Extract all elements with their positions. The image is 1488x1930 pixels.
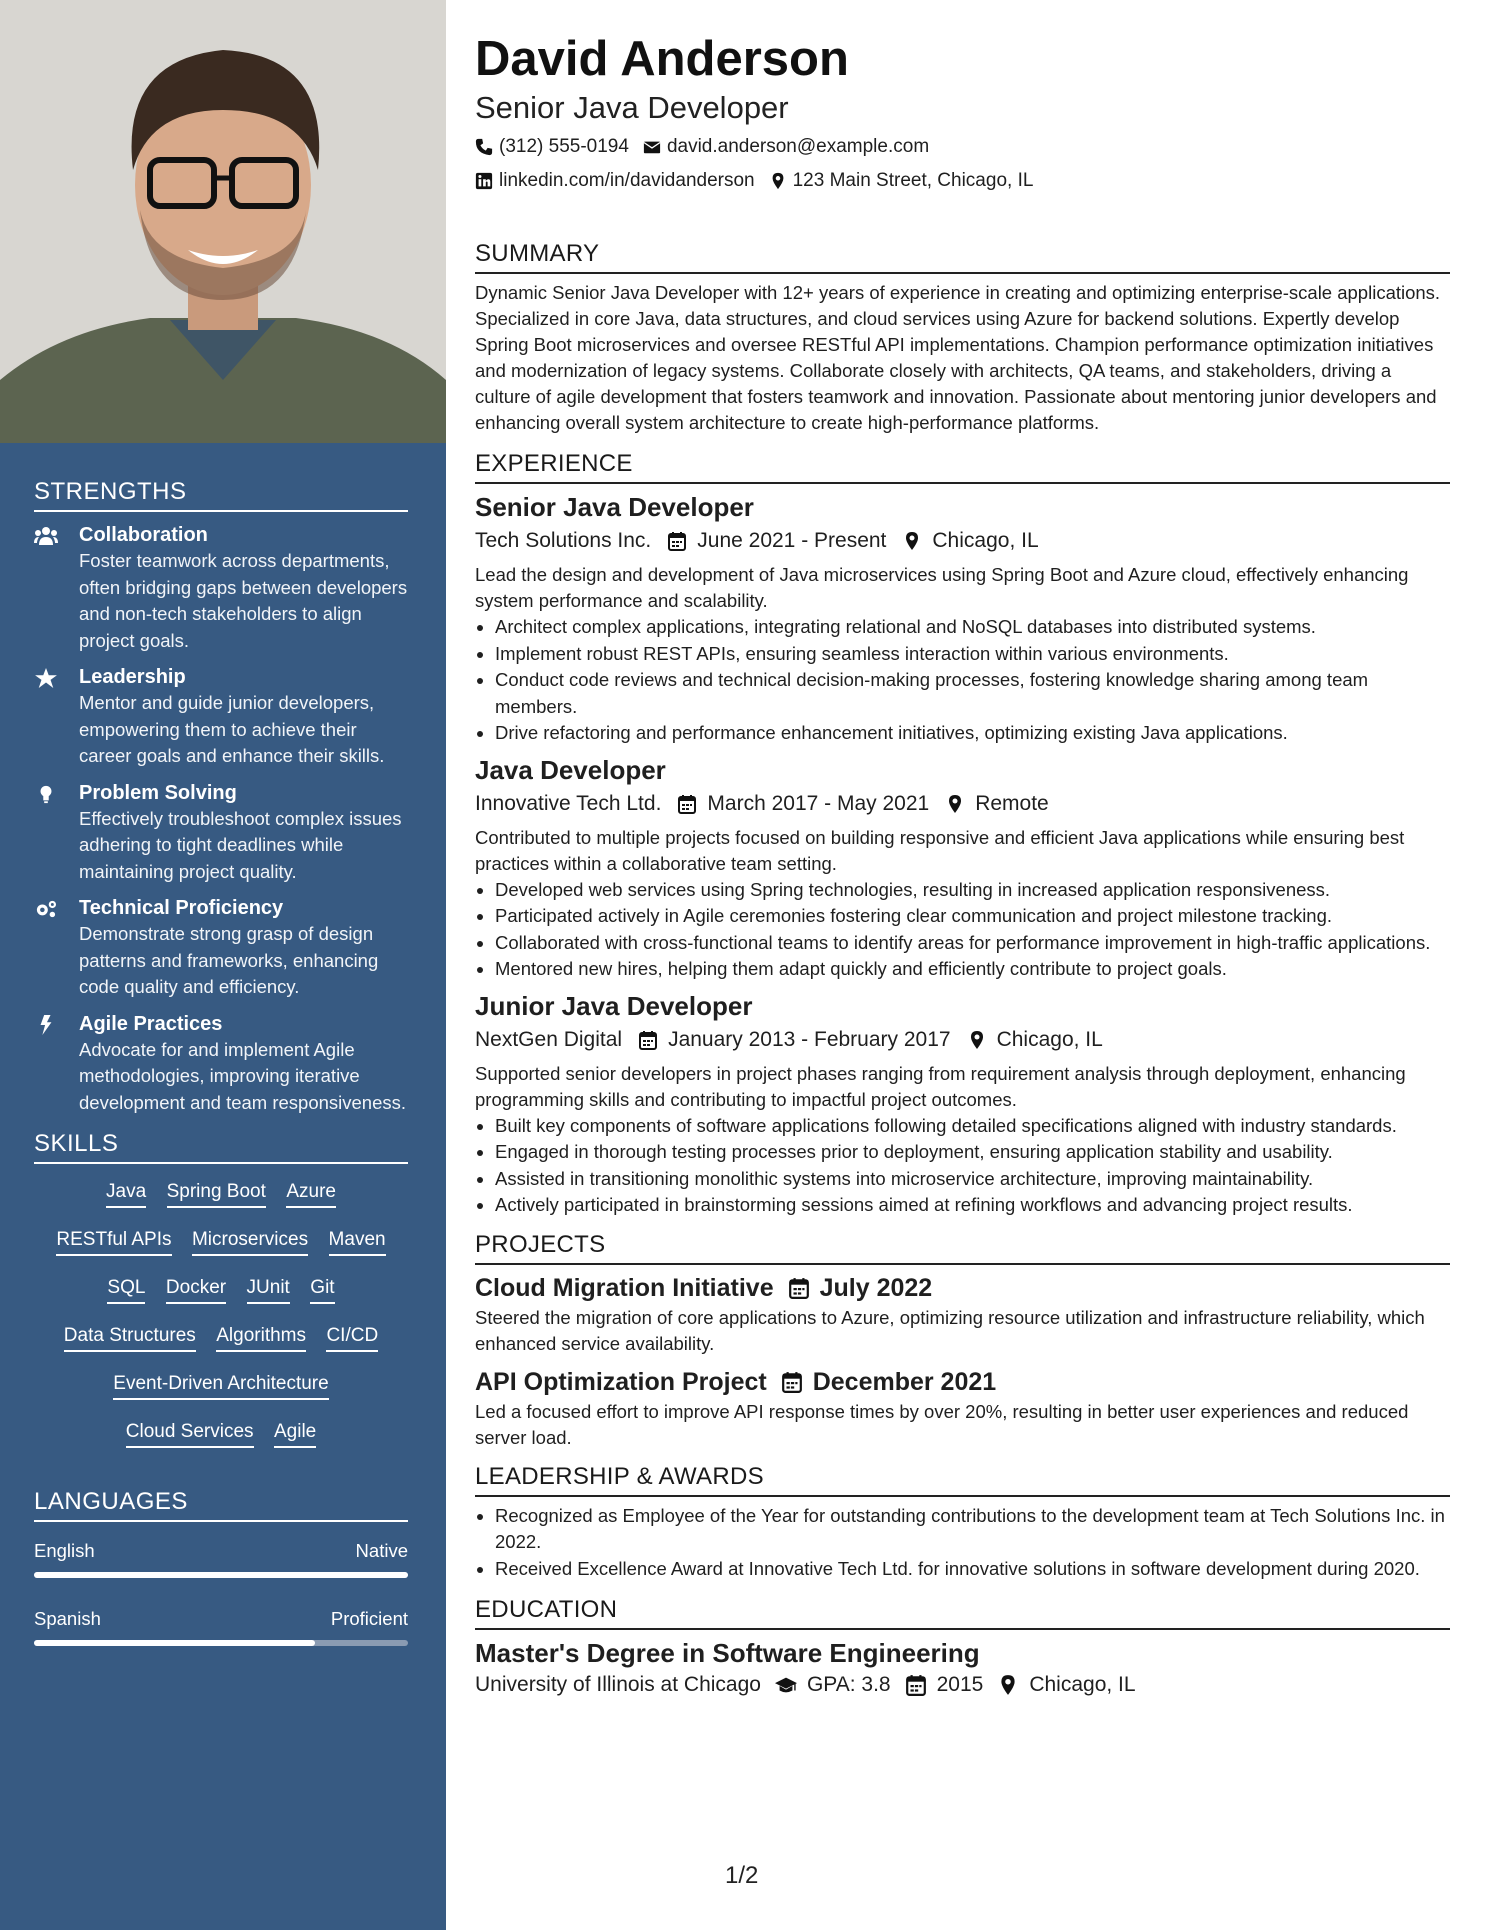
job-bullet: • Actively participated in brainstorming sessions aimed at refining workflows and advancing project results. [495, 1192, 1450, 1219]
skill-tag: Event-Driven Architecture [113, 1372, 328, 1400]
awards-list [475, 1503, 1450, 1583]
job-bullet: • Built key components of software applications following detailed specifications aligned with industry standards. [495, 1113, 1450, 1140]
job-title: Junior Java Developer [475, 990, 753, 1021]
education-degree: Master's Degree in Software Engineering [475, 1638, 980, 1668]
education-heading: EDUCATION [475, 1596, 1450, 1630]
skill-tag: Data Structures [64, 1324, 196, 1352]
sidebar [0, 0, 446, 1930]
envelope-icon [643, 138, 661, 156]
contact-row [475, 130, 1450, 164]
candidate-title: Senior Java Developer [475, 90, 789, 125]
job-bullet: • Participated actively in Agile ceremonies fostering clear communication and project milestone tracking. [495, 903, 1450, 930]
calendar-icon [781, 1371, 803, 1393]
strength-title: Collaboration [79, 524, 208, 546]
job-entry [475, 989, 1450, 1219]
sidebar-content [34, 478, 408, 1676]
language-level: Native [355, 1540, 408, 1561]
job-bullet: • Mentored new hires, helping them adapt quickly and efficiently contribute to project goals. [495, 956, 1450, 983]
job-bullet: • Implement robust REST APIs, ensuring seamless interaction within various environments. [495, 641, 1450, 668]
job-bullet: • Architect complex applications, integrating relational and NoSQL databases into distributed systems. [495, 614, 1450, 641]
map-pin-icon [997, 1674, 1019, 1696]
experience-heading: EXPERIENCE [475, 450, 1450, 484]
star-icon [34, 668, 58, 688]
job-bullet: • Conduct code reviews and technical decision-making processes, fostering knowledge sharing among team members. [495, 667, 1450, 720]
job-summary: Supported senior developers in project phases ranging from requirement analysis through deployment, enhancing programming skills and contributing to impactful project outcomes. [475, 1062, 1406, 1110]
project-desc: Steered the migration of core applications to Azure, optimizing resource utilization and infrastructure reliability, which enhanced service availability. [475, 1306, 1425, 1354]
contact-linkedin[interactable] [475, 164, 755, 198]
language-item [34, 1608, 408, 1646]
summary-text: Dynamic Senior Java Developer with 12+ years of experience in creating and optimizing enterprise-scale applications. Specialized in core Java, data structures, and cloud services using Azure for backend solutions. Expertly develop Spring Boot microservices and oversee RESTful API implementations. Champion performance optimization initiatives and modernization of legacy systems. Collaborate closely with architects, QA teams, and stakeholders, driving a culture of agile development that fosters teamwork and innovation. Passionate about mentoring junior developers and enhancing overall system architecture to create high-performance platforms. [475, 282, 1441, 433]
graduation-cap-icon [775, 1674, 797, 1696]
job-meta [475, 524, 1450, 558]
skill-tag: Algorithms [216, 1324, 306, 1352]
lightbulb-icon [34, 784, 58, 804]
strength-desc: Mentor and guide junior developers, empowering them to achieve their career goals and enhance their skills. [79, 692, 385, 766]
project-title: Cloud Migration Initiative [475, 1273, 774, 1302]
summary-heading: SUMMARY [475, 240, 1450, 274]
page-number: 1/2 [725, 1862, 759, 1889]
phone-icon [475, 138, 493, 156]
education-school: University of Illinois at Chicago [475, 1673, 761, 1696]
bolt-icon [34, 1015, 58, 1035]
profile-photo [0, 0, 446, 443]
strength-desc: Foster teamwork across departments, often bridging gaps between developers and non-tech stakeholders to align project goals. [79, 550, 408, 651]
calendar-icon [905, 1674, 927, 1696]
language-bar [34, 1572, 408, 1578]
language-item [34, 1540, 408, 1578]
skill-tag: Microservices [192, 1228, 308, 1256]
map-pin-icon [902, 531, 922, 551]
strength-title: Technical Proficiency [79, 897, 284, 919]
phone-text: (312) 555-0194 [499, 136, 629, 157]
profile-photo-image [0, 0, 446, 443]
skills-list [34, 1174, 408, 1448]
skill-tag: Spring Boot [167, 1180, 266, 1208]
job-summary: Lead the design and development of Java microservices using Spring Boot and Azure cloud, effectively enhancing system performance and scalability. [475, 564, 1409, 611]
skill-tag: Azure [286, 1180, 336, 1208]
strength-title: Agile Practices [79, 1012, 223, 1035]
project-date: July 2022 [819, 1273, 933, 1302]
project-title: API Optimization Project [475, 1367, 767, 1396]
job-company: Tech Solutions Inc. [475, 529, 652, 552]
job-title: Java Developer [475, 754, 666, 785]
job-bullet: • Collaborated with cross-functional teams to identify areas for performance improvement in high-traffic applications. [495, 930, 1450, 957]
email-text: david.anderson@example.com [666, 136, 930, 157]
map-pin-icon [945, 794, 965, 814]
skill-tag: Java [106, 1180, 146, 1208]
job-location: Chicago, IL [932, 529, 1039, 552]
job-entry [475, 753, 1450, 983]
strength-desc: Demonstrate strong grasp of design patterns and frameworks, enhancing code quality and efficiency. [79, 923, 379, 997]
education-gpa: GPA: 3.8 [806, 1673, 891, 1696]
job-bullet: • Assisted in transitioning monolithic systems into microservice architecture, improving maintainability. [495, 1166, 1450, 1193]
gears-icon [34, 899, 58, 919]
main-content [475, 30, 1450, 1700]
skill-tag: Docker [166, 1276, 226, 1304]
language-name: English [34, 1540, 95, 1561]
strengths-heading: STRENGTHS [34, 478, 408, 512]
skill-tag: SQL [107, 1276, 145, 1304]
job-title: Senior Java Developer [475, 492, 754, 522]
job-entry [475, 490, 1450, 747]
education-year: 2015 [936, 1673, 984, 1696]
address-text: 123 Main Street, Chicago, IL [792, 170, 1034, 191]
project-date: December 2021 [812, 1367, 997, 1396]
calendar-icon [667, 531, 687, 551]
job-bullet: • Drive refactoring and performance enhancement initiatives, optimizing existing Java applications. [495, 720, 1450, 747]
map-pin-icon [967, 1030, 987, 1050]
contact-phone [475, 130, 629, 164]
job-meta [475, 787, 1450, 821]
language-bar [34, 1640, 408, 1646]
project-entry [475, 1365, 1450, 1451]
job-company: NextGen Digital [475, 1027, 623, 1051]
language-bar-fill [34, 1640, 315, 1646]
project-entry [475, 1271, 1450, 1357]
strength-item [34, 780, 408, 886]
job-bullets [475, 877, 1450, 983]
job-summary: Contributed to multiple projects focused on building responsive and efficient Java applications while ensuring best practices within a collaborative team setting. [475, 826, 1405, 874]
strength-item [34, 1011, 408, 1117]
linkedin-text: linkedin.com/in/davidanderson [499, 170, 755, 191]
job-bullet: • Developed web services using Spring technologies, resulting in increased application responsiveness. [495, 877, 1450, 904]
linkedin-icon [475, 172, 493, 190]
job-bullet: • Engaged in thorough testing processes prior to deployment, ensuring application stability and usability. [495, 1139, 1450, 1166]
language-name: Spanish [34, 1608, 101, 1629]
strength-desc: Advocate for and implement Agile methodologies, improving iterative development and team responsiveness. [79, 1038, 407, 1113]
skill-tag: Agile [274, 1420, 316, 1448]
contact-email[interactable] [643, 130, 929, 164]
job-dates: March 2017 - May 2021 [707, 791, 930, 815]
award-item: • Recognized as Employee of the Year for outstanding contributions to the development team at Tech Solutions Inc. in 2022. [495, 1503, 1450, 1556]
calendar-icon [638, 1030, 658, 1050]
project-desc: Led a focused effort to improve API response times by over 20%, resulting in better user experiences and reduced server load. [475, 1400, 1409, 1448]
candidate-name: David Anderson [475, 32, 849, 86]
language-level: Proficient [330, 1608, 408, 1629]
map-pin-icon [769, 172, 787, 190]
skill-tag: CI/CD [326, 1324, 378, 1352]
job-location: Remote [975, 791, 1049, 815]
projects-heading: PROJECTS [475, 1231, 1450, 1265]
calendar-icon [788, 1277, 810, 1299]
skill-tag: Maven [329, 1228, 386, 1256]
job-bullets [475, 614, 1450, 747]
strength-item [34, 664, 408, 770]
strength-item [34, 522, 408, 654]
users-icon [34, 526, 58, 546]
award-item: • Received Excellence Award at Innovative Tech Ltd. for innovative solutions in software development during 2020. [495, 1556, 1450, 1583]
job-dates: June 2021 - Present [697, 529, 887, 552]
contact-row [475, 164, 1450, 198]
skill-tag: Cloud Services [126, 1420, 254, 1448]
skill-tag: RESTful APIs [56, 1228, 171, 1256]
project-title-row [475, 1365, 1450, 1399]
job-bullets [475, 1113, 1450, 1219]
education-location: Chicago, IL [1029, 1673, 1136, 1696]
calendar-icon [677, 794, 697, 814]
strength-title: Leadership [79, 666, 186, 688]
project-title-row [475, 1271, 1450, 1305]
language-bar-fill [34, 1572, 408, 1578]
skill-tag: JUnit [247, 1276, 290, 1304]
strength-item [34, 895, 408, 1001]
strength-desc: Effectively troubleshoot complex issues adhering to tight deadlines while maintaining project quality. [79, 807, 402, 882]
strength-title: Problem Solving [79, 781, 237, 804]
skill-tag: Git [310, 1276, 334, 1304]
contact-address [769, 164, 1034, 198]
skills-heading: SKILLS [34, 1130, 408, 1164]
job-location: Chicago, IL [996, 1027, 1103, 1051]
job-dates: January 2013 - February 2017 [668, 1027, 951, 1051]
education-meta [475, 1670, 1450, 1700]
job-company: Innovative Tech Ltd. [475, 791, 662, 815]
job-meta [475, 1023, 1450, 1057]
awards-heading: LEADERSHIP & AWARDS [475, 1463, 1450, 1497]
languages-heading: LANGUAGES [34, 1488, 408, 1522]
